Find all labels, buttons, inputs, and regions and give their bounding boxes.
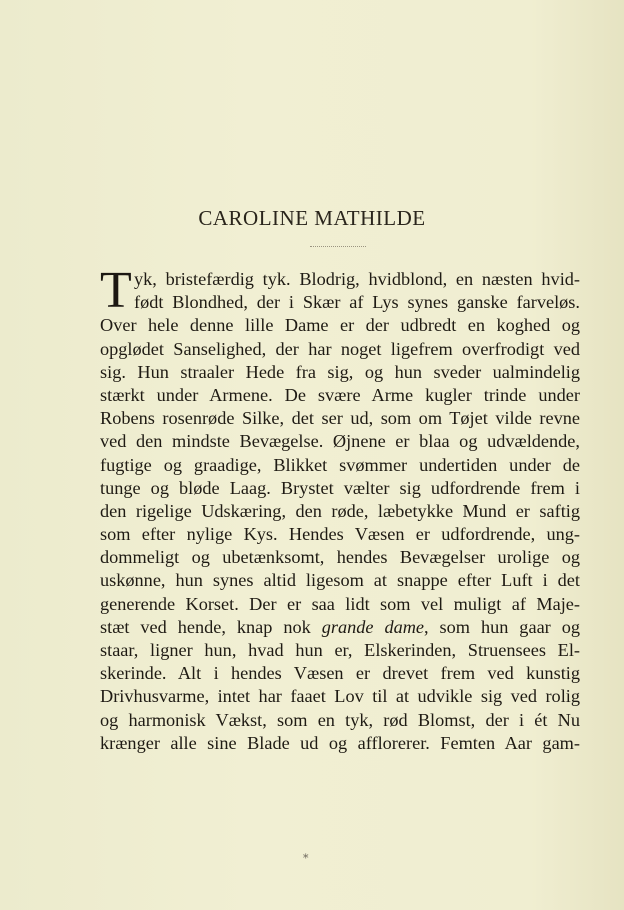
text-line: opglødet Sanselighed, der har noget ligefrem overfrodigt ved [100, 338, 580, 359]
text-line: yk, bristefærdig tyk. Blodrig, hvidblond, en næsten hvid- [134, 269, 580, 289]
chapter-title: CAROLINE MATHILDE [198, 206, 426, 230]
text-line: tunge og bløde Laag. Brystet vælter sig udfordrende frem i [100, 477, 580, 498]
text-line: Over hele denne lille Dame er der udbredt en koghed og [100, 315, 580, 336]
drop-cap: T [100, 262, 132, 319]
text-line: den rigelige Udskæring, den røde, læbetykke Mund er saftig [100, 500, 580, 521]
text-line: krænger alle sine Blade ud og afflorerer. Femten Aar gam- [100, 732, 580, 753]
text-segment: stæt ved hende, knap nok [100, 616, 322, 637]
text-line-with-italic [100, 616, 580, 639]
text-line: sig. Hun straaler Hede fra sig, og hun sveder ualmindelig [100, 361, 580, 382]
text-line: uskønne, hun synes altid ligesom at snappe efter Luft i det [100, 570, 580, 591]
text-line: ved den mindste Bevægelse. Øjnene er blaa og udvældende, [100, 431, 580, 452]
text-line: fugtige og graadige, Blikket svømmer undertiden under de [100, 454, 580, 475]
title-ornament-dots [310, 246, 366, 247]
text-line: og harmonisk Vækst, som en tyk, rød Blomst, der i ét Nu [100, 709, 580, 730]
text-line: født Blondhed, der i Skær af Lys synes ganske farveløs. [134, 292, 580, 313]
text-line: Drivhusvarme, intet har faaet Lov til at udvikle sig ved rolig [100, 686, 580, 707]
text-line: generende Korset. Der er saa lidt som vel muligt af Maje- [100, 593, 580, 614]
text-line: skerinde. Alt i hendes Væsen er drevet frem ved kunstig [100, 663, 580, 684]
text-segment: , som hun gaar og [424, 616, 580, 637]
page-mark: ⁎ [303, 849, 309, 861]
body-text [100, 262, 580, 755]
text-line: stærkt under Armene. De svære Arme kugler trinde under [100, 384, 580, 405]
text-line: dommeligt og ubetænksomt, hendes Bevægelser urolige og [100, 547, 580, 568]
italic-phrase: grande dame [321, 616, 425, 637]
text-line: staar, ligner hun, hvad hun er, Elskerinden, Struensees El- [100, 640, 580, 660]
text-line: som efter nylige Kys. Hendes Væsen er udfordrende, ung- [100, 524, 580, 545]
text-line: Robens rosenrøde Silke, det ser ud, som om Tøjet vilde revne [100, 408, 580, 429]
